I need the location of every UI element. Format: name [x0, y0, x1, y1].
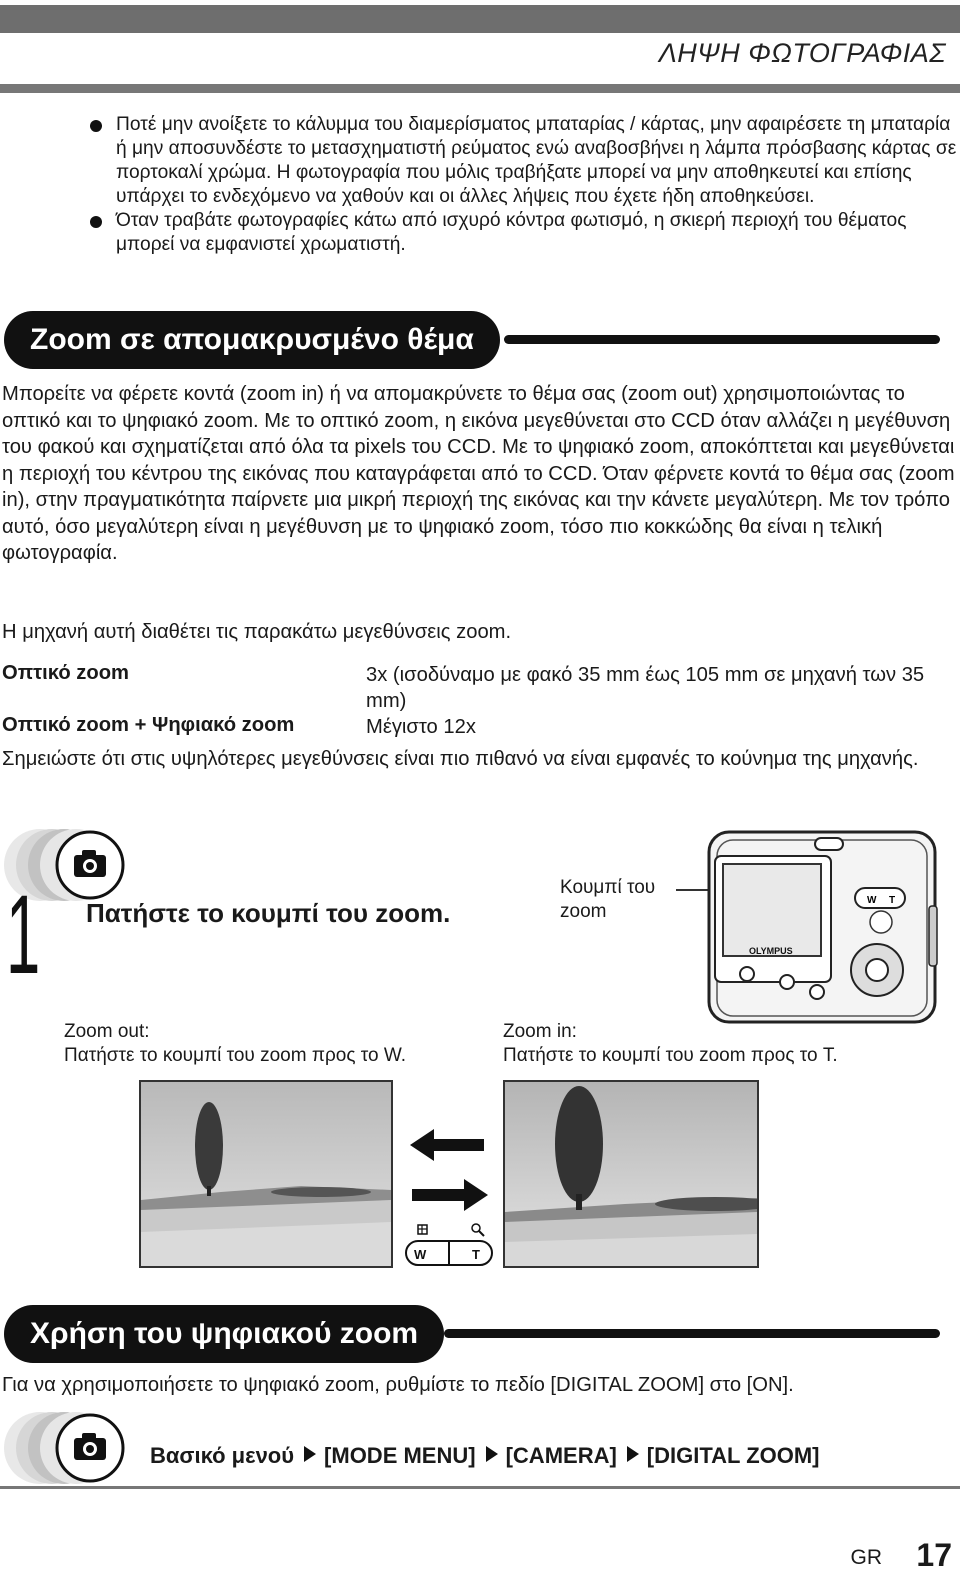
zoom-intro-paragraph: Μπορείτε να φέρετε κοντά (zoom in) ή να απομακρύνετε το θέμα σας (zoom out) χρησιμοποιώντας το οπτικό και το ψηφιακό zoom. Με το οπτικό zoom, η εικόνα μεγεθύνεται στο CCD όταν αλλάζει η μεγέθυνση του φακού και σχηματίζεται από όλα τα pixels του CCD. Με το ψηφιακό zoom, αποκόπτεται και μεγεθύνεται η περιοχή του κέντρου της εικόνας που καταγράφεται από το CCD. Όταν φέρνετε κοντά το θέμα σας (zoom in), στην πραγματικότητα παίρνετε μια μικρή περιοχή της εικόνας και την κάνετε μεγαλύτερη. Με τον τρόπο αυτό, όσο μεγαλύτερη είναι η μεγέθυνση με το ψηφιακό zoom, τόσο πιο κοκκώδης θα είναι η τελική φωτογραφία.	[2, 383, 955, 564]
zoom-out-photo	[139, 1080, 393, 1268]
section-title: Χρήση του ψηφιακού zoom	[4, 1305, 444, 1363]
footer-rule	[0, 1486, 960, 1489]
zoom-out-caption	[64, 1020, 406, 1068]
shake-note: Σημειώστε ότι στις υψηλότερες μεγεθύνσεις είναι πιο πιθανό να είναι εμφανές το κούνημα της μηχανής.	[2, 748, 919, 770]
menu-path-step: Βασικό μενού	[150, 1443, 295, 1468]
section-title: Zoom σε απομακρυσμένο θέμα	[4, 311, 500, 369]
page-number: 17	[916, 1537, 952, 1573]
zoom-availability: Η μηχανή αυτή διαθέτει τις παρακάτω μεγεθύνσεις zoom.	[2, 621, 512, 643]
zoom-in-caption	[503, 1020, 838, 1068]
wide-icon	[418, 1225, 427, 1234]
shooting-mode-badge	[2, 1410, 130, 1486]
tele-magnifier-icon	[472, 1224, 484, 1236]
footer-language: GR	[850, 1546, 882, 1569]
zoom-direction-diagram	[404, 1125, 496, 1275]
header-bar	[0, 5, 960, 33]
lever-w-label: W	[414, 1247, 427, 1262]
svg-text:W: W	[867, 895, 877, 906]
spec-label-optical: Οπτικό zoom	[2, 662, 130, 684]
zoom-in-title: Zoom in:	[503, 1021, 577, 1042]
caution-list	[88, 113, 958, 257]
page-header-title: ΛΗΨΗ ΦΩΤΟΓΡΑΦΙΑΣ	[658, 38, 946, 68]
arrow-right-icon	[412, 1179, 488, 1211]
zoom-out-text: Πατήστε το κουμπί του zoom προς το W.	[64, 1045, 406, 1066]
lever-t-label: T	[472, 1247, 480, 1262]
triangle-right-icon	[627, 1446, 639, 1462]
step-number: 1	[6, 872, 41, 997]
header-rule	[0, 84, 960, 93]
digital-zoom-intro: Για να χρησιμοποιήσετε το ψηφιακό zoom, ρυθμίστε το πεδίο [DIGITAL ZOOM] στο [ON].	[2, 1374, 794, 1396]
spec-value-combined: Μέγιστο 12x	[366, 716, 476, 738]
section-rule	[504, 335, 940, 344]
menu-path	[150, 1443, 820, 1469]
spec-value-optical: 3x (ισοδύναμο με φακό 35 mm έως 105 mm σε μηχανή των 35 mm)	[366, 664, 925, 712]
zoom-button-callout: Κουμπί του zoom	[560, 877, 656, 922]
spec-label-combined: Οπτικό zoom + Ψηφιακό zoom	[2, 714, 295, 736]
menu-path-step: [MODE MENU]	[324, 1443, 476, 1468]
camera-back-illustration	[705, 826, 941, 1026]
svg-text:T: T	[889, 895, 896, 906]
triangle-right-icon	[304, 1446, 316, 1462]
zoom-out-title: Zoom out:	[64, 1021, 150, 1042]
section-heading-digital-zoom	[4, 1305, 940, 1363]
arrow-left-icon	[410, 1129, 484, 1161]
step-instruction: Πατήστε το κουμπί του zoom.	[86, 898, 451, 928]
section-rule	[444, 1329, 940, 1338]
zoom-in-text: Πατήστε το κουμπί του zoom προς το T.	[503, 1045, 838, 1066]
section-heading-zoom	[4, 311, 940, 369]
camera-brand-label: OLYMPUS	[749, 946, 793, 956]
menu-path-step: [CAMERA]	[505, 1443, 617, 1468]
caution-item: Ποτέ μην ανοίξετε το κάλυμμα του διαμερίσματος μπαταρίας / κάρτας, μην αφαιρέσετε τη μπαταρία ή μην αποσυνδέστε το μετασχηματιστή ρεύματος ενώ αναβοσβήνει η λάμπα πρόσβασης κάρτας σε πορτοκαλί χρώμα. Η φωτογραφία που μόλις τραβήξατε μπορεί να μην αποθηκευτεί και επίσης υπάρχει το ενδεχόμενο να χαθούν και οι άλλες λήψεις που έχετε ήδη αποθηκεύσει.	[88, 113, 958, 209]
zoom-in-photo	[503, 1080, 759, 1268]
caution-item: Όταν τραβάτε φωτογραφίες κάτω από ισχυρό κόντρα φωτισμό, η σκιερή περιοχή του θέματος μπορεί να εμφανιστεί χρωματιστή.	[88, 209, 958, 257]
menu-path-step: [DIGITAL ZOOM]	[646, 1443, 820, 1468]
triangle-right-icon	[486, 1446, 498, 1462]
